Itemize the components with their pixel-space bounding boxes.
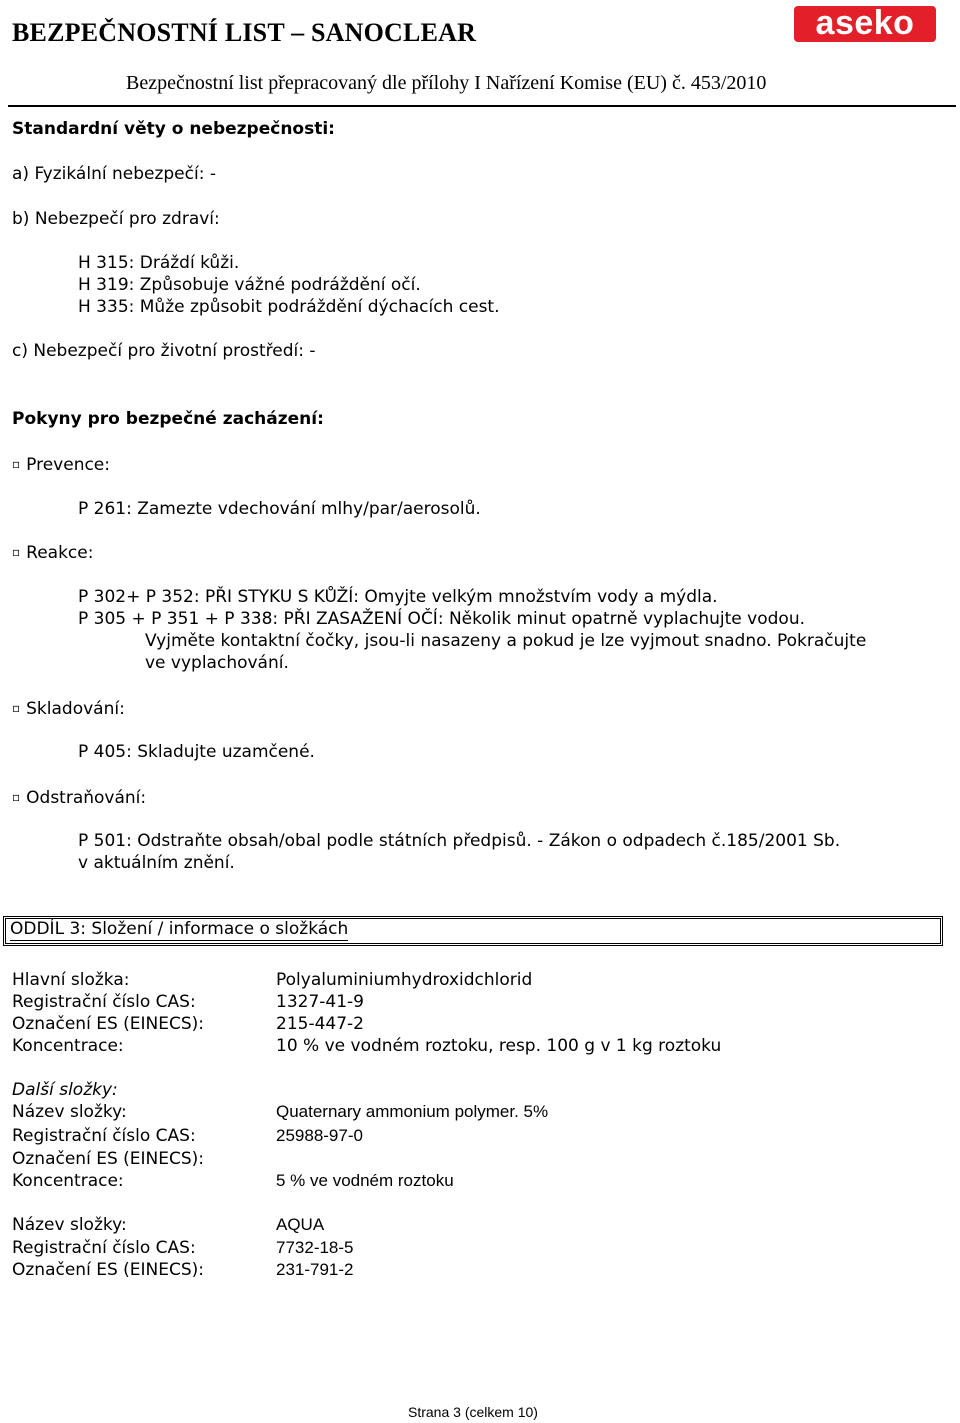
response-continuation-1: Vyjměte kontaktní čočky, jsou-li nasazeny a pokud je lze vyjmout snadno. Pokračujte	[145, 631, 867, 651]
header-divider	[8, 105, 956, 107]
main-conc-label: Koncentrace:	[12, 1036, 124, 1056]
other1-conc-label: Koncentrace:	[12, 1171, 124, 1191]
other1-cas-label: Registrační číslo CAS:	[12, 1126, 196, 1146]
other2-einecs-value: 231-791-2	[276, 1260, 354, 1279]
section3-title: ODDÍL 3: Složení / informace o složkách	[10, 919, 349, 939]
storage-p405: P 405: Skladujte uzamčené.	[78, 742, 315, 762]
response-label-text: Reakce:	[26, 543, 94, 563]
response-p302: P 302+ P 352: PŘI STYKU S KŮŽÍ: Omyjte velkým množstvím vody a mýdla.	[78, 587, 718, 607]
hazard-environment: c) Nebezpečí pro životní prostředí: -	[12, 341, 316, 361]
hazard-physical: a) Fyzikální nebezpečí: -	[12, 164, 216, 184]
main-name-value: Polyaluminiumhydroxidchlorid	[276, 970, 533, 990]
bullet-icon: ▫	[12, 457, 21, 471]
aseko-logo: aseko	[794, 6, 936, 42]
other2-name-value: AQUA	[276, 1215, 325, 1234]
other1-einecs-label: Označení ES (EINECS):	[12, 1149, 205, 1169]
other2-cas-label: Registrační číslo CAS:	[12, 1238, 196, 1258]
precautions-heading: Pokyny pro bezpečné zacházení:	[12, 409, 324, 429]
other1-name-value: Quaternary ammonium polymer. 5%	[276, 1102, 549, 1121]
main-einecs-label: Označení ES (EINECS):	[12, 1014, 205, 1034]
hazard-h335: H 335: Může způsobit podráždění dýchacích cest.	[78, 297, 500, 317]
other1-cas-value: 25988-97-0	[276, 1126, 363, 1145]
response-label	[12, 541, 93, 564]
bullet-icon: ▫	[12, 545, 21, 559]
prevention-label	[12, 453, 110, 476]
hazard-h319: H 319: Způsobuje vážné podráždění očí.	[78, 275, 421, 295]
hazard-h315: H 315: Dráždí kůži.	[78, 253, 240, 273]
hazard-heading: Standardní věty o nebezpečnosti:	[12, 119, 335, 139]
other1-name-label: Název složky:	[12, 1102, 127, 1122]
disposal-continuation: v aktuálním znění.	[78, 853, 235, 873]
main-conc-value: 10 % ve vodném roztoku, resp. 100 g v 1 kg roztoku	[276, 1036, 722, 1056]
other1-conc-value: 5 % ve vodném roztoku	[276, 1171, 454, 1190]
other2-einecs-label: Označení ES (EINECS):	[12, 1260, 205, 1280]
bullet-icon: ▫	[12, 790, 21, 804]
other-components-heading: Další složky:	[12, 1080, 118, 1100]
document-title: BEZPEČNOSTNÍ LIST – SANOCLEAR	[12, 18, 477, 47]
main-cas-label: Registrační číslo CAS:	[12, 992, 196, 1012]
response-p305: P 305 + P 351 + P 338: PŘI ZASAŽENÍ OČÍ: Několik minut opatrně vyplachujte vodou.	[78, 609, 805, 629]
bullet-icon: ▫	[12, 701, 21, 715]
prevention-label-text: Prevence:	[26, 455, 110, 475]
hazard-health-label: b) Nebezpečí pro zdraví:	[12, 209, 220, 229]
main-einecs-value: 215-447-2	[276, 1014, 364, 1034]
main-name-label: Hlavní složka:	[12, 970, 130, 990]
prevention-p261: P 261: Zamezte vdechování mlhy/par/aerosolů.	[78, 499, 481, 519]
other2-cas-value: 7732-18-5	[276, 1238, 354, 1257]
response-continuation-2: ve vyplachování.	[145, 653, 289, 673]
main-cas-value: 1327-41-9	[276, 992, 364, 1012]
page-number: Strana 3 (celkem 10)	[408, 1404, 538, 1420]
disposal-label-text: Odstraňování:	[26, 788, 147, 808]
disposal-p501: P 501: Odstraňte obsah/obal podle státních předpisů. - Zákon o odpadech č.185/2001 Sb.	[78, 831, 841, 851]
other2-name-label: Název složky:	[12, 1215, 127, 1235]
document-subtitle: Bezpečnostní list přepracovaný dle přílohy I Nařízení Komise (EU) č. 453/2010	[126, 72, 767, 94]
disposal-label	[12, 786, 146, 809]
storage-label	[12, 697, 125, 720]
storage-label-text: Skladování:	[26, 699, 125, 719]
